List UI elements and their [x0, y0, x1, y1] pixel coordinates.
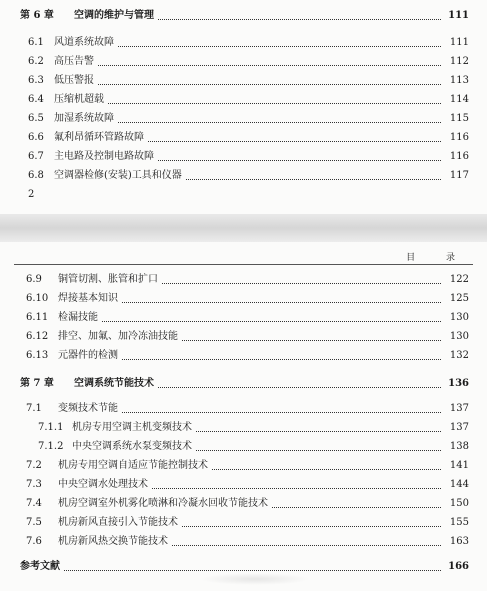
page-number: 137: [449, 403, 469, 414]
section-title: 压缩机超载: [54, 94, 104, 105]
leader-dots: [158, 387, 441, 388]
page-number: 163: [449, 536, 469, 547]
section-title: 风道系统故障: [54, 37, 114, 48]
leader-dots: [98, 65, 441, 66]
section-number: 6.5: [28, 113, 44, 124]
section-title: 加湿系统故障: [54, 113, 114, 124]
page-number: 112: [449, 56, 469, 67]
section-number: 6.2: [28, 56, 44, 67]
page-number: 117: [449, 170, 469, 181]
section-number: 6.12: [26, 331, 49, 342]
toc-entry: [0, 169, 487, 183]
scan-smudge: [200, 573, 310, 585]
subsection-number: 7.1.2: [38, 441, 64, 452]
subsection-title: 中央空调系统水泵变频技术: [72, 441, 192, 452]
leader-dots: [148, 141, 441, 142]
page-number: 132: [449, 350, 469, 361]
page-number: 111: [448, 10, 469, 21]
leader-dots: [64, 570, 441, 571]
leader-dots: [196, 450, 441, 451]
leader-dots: [272, 507, 441, 508]
leader-dots: [182, 526, 441, 527]
section-number: 6.13: [26, 350, 49, 361]
leader-dots: [172, 545, 441, 546]
toc-entry: [0, 402, 487, 416]
page-number: 138: [449, 441, 469, 452]
chapter-number: 第 6 章: [20, 10, 54, 21]
page-number: 155: [449, 517, 469, 528]
toc-entry: [0, 516, 487, 530]
page-number: 115: [449, 113, 469, 124]
toc-entry: [0, 535, 487, 549]
page-number: 166: [448, 561, 469, 572]
toc-entry: [0, 55, 487, 69]
section-number: 6.6: [28, 132, 44, 143]
toc-entry: [0, 330, 487, 344]
section-title: 变频技术节能: [58, 403, 118, 414]
toc-entry: [0, 311, 487, 325]
chapter-title: 空调系统节能技术: [74, 378, 154, 389]
section-title: 机房新风热交换节能技术: [58, 536, 168, 547]
toc-entry: [0, 74, 487, 88]
leader-dots: [108, 103, 441, 104]
chapter-title: 空调的维护与管理: [74, 10, 154, 21]
running-head: 目 录: [406, 253, 469, 263]
toc-entry: [0, 273, 487, 287]
page-number: 113: [449, 75, 469, 86]
section-title: 元器件的检测: [58, 350, 118, 361]
leader-dots: [122, 359, 441, 360]
leader-dots: [196, 431, 441, 432]
section-title: 检漏技能: [58, 312, 98, 323]
page-number: 130: [449, 331, 469, 342]
section-number: 6.4: [28, 94, 44, 105]
page-number: 136: [448, 378, 469, 389]
toc-entry: [0, 292, 487, 306]
section-number: 7.4: [26, 498, 42, 509]
leader-dots: [118, 46, 441, 47]
page-folio: 2: [28, 189, 35, 200]
header-rule: [14, 264, 473, 265]
page-number: 116: [449, 132, 469, 143]
section-title: 机房新风直接引入节能技术: [58, 517, 178, 528]
section-title: 机房专用空调自适应节能控制技术: [58, 460, 208, 471]
page-number: 116: [449, 151, 469, 162]
leader-dots: [102, 321, 441, 322]
section-number: 7.6: [26, 536, 42, 547]
leader-dots: [186, 179, 441, 180]
page-number: 114: [449, 94, 469, 105]
toc-entry: [0, 497, 487, 511]
page-number: 144: [449, 479, 469, 490]
section-title: 氟利昂循环管路故障: [54, 132, 144, 143]
section-title: 低压警报: [54, 75, 94, 86]
subsection-title: 机房专用空调主机变频技术: [72, 422, 192, 433]
section-title: 中央空调水处理技术: [58, 479, 148, 490]
toc-entry-chapter-7: [0, 377, 487, 391]
leader-dots: [162, 283, 441, 284]
section-number: 7.3: [26, 479, 42, 490]
page-number: 130: [449, 312, 469, 323]
section-number: 7.5: [26, 517, 42, 528]
section-number: 6.1: [28, 37, 44, 48]
section-number: 6.7: [28, 151, 44, 162]
page-gap: [0, 214, 487, 242]
toc-entry: [0, 150, 487, 164]
subsection-number: 7.1.1: [38, 422, 64, 433]
leader-dots: [212, 469, 441, 470]
page-number: 137: [449, 422, 469, 433]
leader-dots: [182, 340, 441, 341]
leader-dots: [152, 488, 441, 489]
section-number: 6.3: [28, 75, 44, 86]
page-number: 111: [449, 37, 469, 48]
toc-entry: [0, 131, 487, 145]
section-number: 6.11: [26, 312, 49, 323]
leader-dots: [158, 19, 441, 20]
section-title: 空调器检修(安装)工具和仪器: [54, 170, 182, 181]
section-title: 排空、加氟、加冷冻油技能: [58, 331, 178, 342]
leader-dots: [158, 160, 441, 161]
section-number: 7.2: [26, 460, 42, 471]
toc-entry: [0, 93, 487, 107]
page-number: 150: [449, 498, 469, 509]
toc-entry: [0, 112, 487, 126]
toc-entry: [0, 478, 487, 492]
section-number: 6.10: [26, 293, 49, 304]
toc-entry: [0, 440, 487, 454]
toc-entry-references: [0, 560, 487, 574]
section-title: 铜管切割、胀管和扩口: [58, 274, 158, 285]
section-title: 焊接基本知识: [58, 293, 118, 304]
section-number: 6.8: [28, 170, 44, 181]
references-title: 参考文献: [20, 561, 60, 572]
section-title: 机房空调室外机雾化喷淋和冷凝水回收节能技术: [58, 498, 268, 509]
page-number: 125: [449, 293, 469, 304]
chapter-number: 第 7 章: [20, 378, 54, 389]
leader-dots: [118, 122, 441, 123]
leader-dots: [98, 84, 441, 85]
leader-dots: [122, 302, 441, 303]
section-title: 主电路及控制电路故障: [54, 151, 154, 162]
section-number: 7.1: [26, 403, 42, 414]
page-number: 141: [449, 460, 469, 471]
toc-entry: [0, 421, 487, 435]
toc-entry-chapter-6: [0, 9, 487, 23]
toc-entry: [0, 349, 487, 363]
toc-entry: [0, 36, 487, 50]
section-title: 高压告警: [54, 56, 94, 67]
toc-entry: [0, 459, 487, 473]
leader-dots: [122, 412, 441, 413]
page-number: 122: [449, 274, 469, 285]
section-number: 6.9: [26, 274, 42, 285]
